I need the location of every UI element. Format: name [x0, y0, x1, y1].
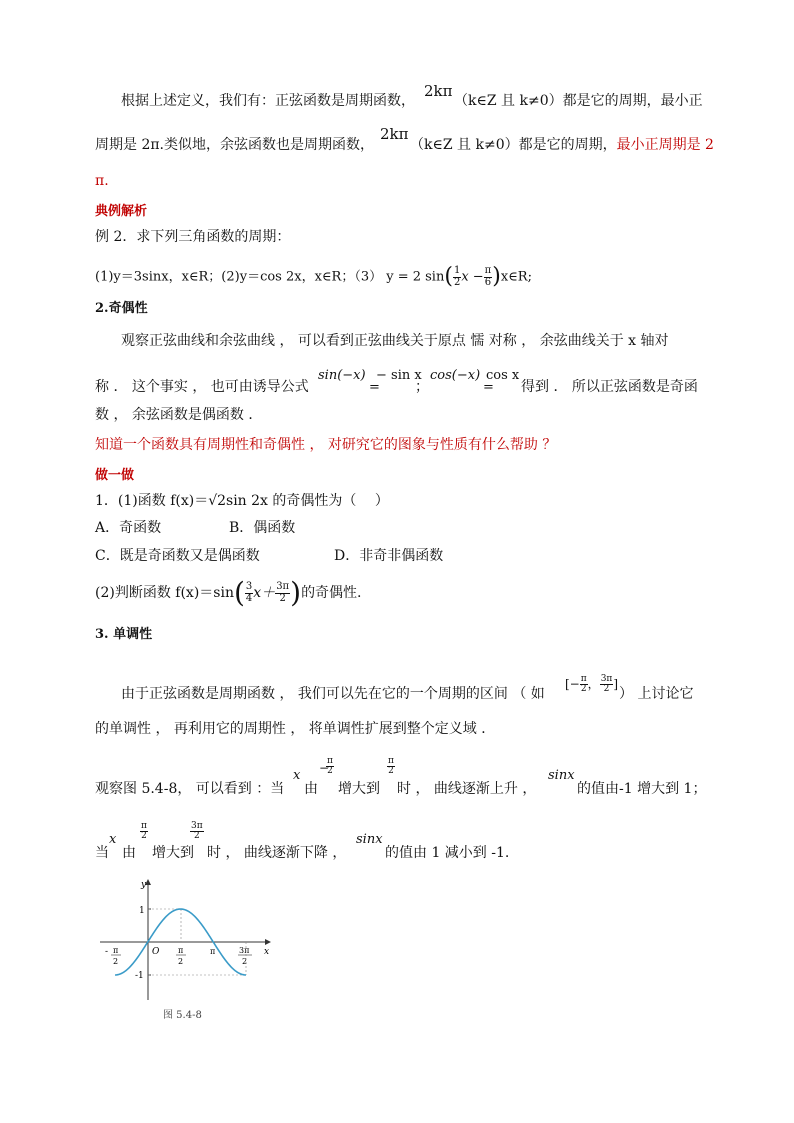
- exercise-q2-text: (2)判断函数 f(x)＝sin: [95, 585, 234, 601]
- section2-p2: 称 ． 这个事实 ， 也可由诱导公式: [95, 379, 309, 395]
- frac-3pi-2: [190, 822, 204, 842]
- frac-num: π: [484, 265, 492, 276]
- observe-line1-c: 的值由-1 增大到 1；: [577, 781, 707, 797]
- formula-semicolon: ；: [415, 379, 429, 395]
- frac-num: 3: [245, 581, 253, 592]
- frac-den: 2: [388, 766, 394, 777]
- frac-pi-2: [140, 822, 148, 842]
- example-items-text: (1)y＝3sinx，x∈R；(2)y＝cos 2x，x∈R；（3）: [95, 269, 383, 285]
- frac-3pi-2: [600, 675, 614, 695]
- section2-heading: 2.奇偶性: [95, 301, 148, 316]
- para1-line2-b: [410, 138, 714, 152]
- period-2kpi-1: 2kπ: [424, 82, 453, 100]
- x-tick-neg-pi2-den: 2: [113, 957, 119, 966]
- paren-right: ): [492, 264, 501, 289]
- formula-sin-a: sin(−x): [318, 368, 366, 383]
- frac-den: 4: [245, 592, 253, 604]
- paren-right: ): [290, 576, 302, 609]
- tick-neg-pi-2: [326, 757, 334, 777]
- frac-num: 3π: [276, 581, 290, 592]
- option-c: C．既是奇函数又是偶函数: [95, 548, 260, 564]
- para1-text-b: （k∈Z 且 k≠0）都是它的周期，: [410, 137, 617, 153]
- neg-sign: −: [319, 761, 330, 775]
- tick-3pi-2: [190, 822, 204, 842]
- x-tick-neg-pi2-num: π: [113, 946, 119, 955]
- para1-line1-b: （k∈Z 且 k≠0）都是它的周期，最小正: [454, 93, 703, 109]
- example-fn-x: x −: [461, 269, 484, 285]
- sinx-label: sinx: [356, 832, 383, 847]
- interval-right: ]: [613, 677, 619, 691]
- observe-line2-c: 的值由 1 减小到 -1.: [385, 845, 510, 861]
- x-tick-neg-pi2-minus: -: [105, 947, 109, 957]
- exercise-q2-x: x＋: [253, 585, 276, 601]
- frac-den: 2: [279, 592, 286, 604]
- frac-den: 2: [603, 684, 610, 694]
- frac-num: π: [580, 673, 587, 684]
- frac-pi-2: [580, 675, 588, 695]
- sine-graph: [95, 875, 285, 1030]
- paren-left: (: [444, 264, 453, 289]
- option-d: D．非奇非偶函数: [334, 548, 444, 564]
- frac-pi-2: [387, 757, 395, 777]
- frac-num: π: [327, 756, 333, 766]
- section3-heading: 3. 单调性: [95, 627, 153, 642]
- observe-line1-b: 时 ， 曲线逐渐上升 ，: [397, 781, 537, 797]
- example-tail: x∈R;: [500, 269, 532, 285]
- sinx-label: sinx: [548, 768, 575, 783]
- option-a: A．奇函数: [95, 520, 162, 536]
- tick-pi-2: [387, 757, 395, 777]
- frac-den: 2: [141, 831, 147, 842]
- y-tick-neg1: -1: [135, 971, 144, 981]
- section3-p1-end: ） 上讨论它: [619, 686, 694, 702]
- frac-den: 6: [484, 276, 492, 288]
- tick-pi-2: [140, 822, 148, 842]
- x-tick-3pi2-den: 2: [242, 957, 248, 966]
- observe-line1-a: 观察图 5.4-8， 可以看到 ：当: [95, 781, 285, 797]
- interval: [565, 670, 618, 698]
- observe-line2-a: 当: [95, 845, 109, 861]
- x-tick-3pi2-num: 3π: [239, 946, 250, 955]
- frac-num: 3π: [600, 673, 613, 684]
- frac-pi-six: [484, 266, 493, 288]
- section2-p1: 观察正弦曲线和余弦曲线 ， 可以看到正弦曲线关于原点 懦 对称 ， 余弦曲线关于 x 轴对: [121, 333, 669, 349]
- example-heading: 典例解析: [95, 204, 148, 219]
- observe-increase: 增大到: [152, 845, 194, 861]
- example-title: 例 2．求下列三角函数的周期：: [95, 229, 291, 245]
- var-x: x: [293, 768, 301, 783]
- x-tick-pi2-den: 2: [178, 957, 184, 966]
- option-b: B．偶函数: [229, 520, 296, 536]
- min-period-highlight: 最小正周期是 2: [616, 137, 714, 153]
- origin-label: O: [152, 947, 160, 957]
- observe-line2-b: 时 ， 曲线逐渐下降 ，: [207, 845, 347, 861]
- exercise-heading: 做一做: [95, 468, 135, 483]
- para1-text-a: 根据上述定义，我们有：正弦函数是周期函数，: [121, 93, 415, 109]
- section2-question: 知道一个函数具有周期性和奇偶性 ， 对研究它的图象与性质有什么帮助 ？: [95, 437, 557, 453]
- para1-line3: π.: [95, 173, 109, 189]
- frac-num: π: [141, 821, 147, 831]
- interval-comma: ，: [587, 677, 600, 691]
- example-fn-prefix: y = 2 sin: [386, 269, 445, 285]
- paren-left: (: [233, 576, 245, 609]
- interval-left: [−: [565, 677, 580, 691]
- frac-den: 2: [580, 684, 587, 694]
- section3-p2: 的单调性 ， 再利用它的周期性 ， 将单调性扩展到整个定义域 ．: [95, 721, 496, 737]
- x-axis-label: x: [264, 947, 270, 957]
- figure-caption: 图 5.4-8: [163, 1010, 202, 1021]
- observe-increase: 增大到: [338, 781, 380, 797]
- formula-cos-eq: =: [483, 380, 494, 395]
- frac-3pi-2: [275, 582, 290, 604]
- formula-sin-eq: =: [369, 380, 380, 395]
- y-tick-1: 1: [139, 906, 145, 916]
- observe-from: 由: [122, 845, 136, 861]
- frac-pi-2: [326, 757, 334, 777]
- para1-line2: 周期是 2π.类似地，余弦函数也是周期函数，: [95, 137, 375, 153]
- y-axis-label: y: [141, 880, 147, 890]
- frac-num: π: [388, 756, 394, 766]
- frac-den: 2: [453, 276, 461, 288]
- var-x: x: [109, 832, 117, 847]
- exercise-q2: [95, 578, 362, 608]
- formula-cos-b: cos x: [486, 368, 520, 383]
- section2-p3: 数 ， 余弦函数是偶函数 ．: [95, 407, 263, 423]
- x-tick-pi2-num: π: [178, 946, 184, 955]
- x-tick-pi: π: [210, 947, 216, 956]
- example-items: [95, 266, 532, 288]
- frac-num: 3π: [191, 821, 203, 831]
- observe-from: 由: [304, 781, 318, 797]
- x-tick-labels: [105, 946, 252, 966]
- period-2kpi-2: 2kπ: [380, 125, 409, 143]
- para1-line1: [121, 94, 415, 108]
- frac-den: 2: [193, 831, 200, 842]
- formula-sin-b: − sin x: [376, 368, 422, 383]
- section2-p2-end: 得到 ． 所以正弦函数是奇函: [521, 379, 698, 395]
- exercise-q2-end: 的奇偶性.: [301, 585, 362, 601]
- frac-num: 1: [453, 265, 461, 276]
- frac-den: 2: [327, 766, 333, 777]
- formula-cos-a: cos(−x): [430, 368, 481, 383]
- section3-p1: 由于正弦函数是周期函数 ， 我们可以先在它的一个周期的区间 （ 如: [121, 686, 545, 702]
- exercise-q1: 1．(1)函数 f(x)＝√2sin 2x 的奇偶性为（ ）: [95, 493, 389, 509]
